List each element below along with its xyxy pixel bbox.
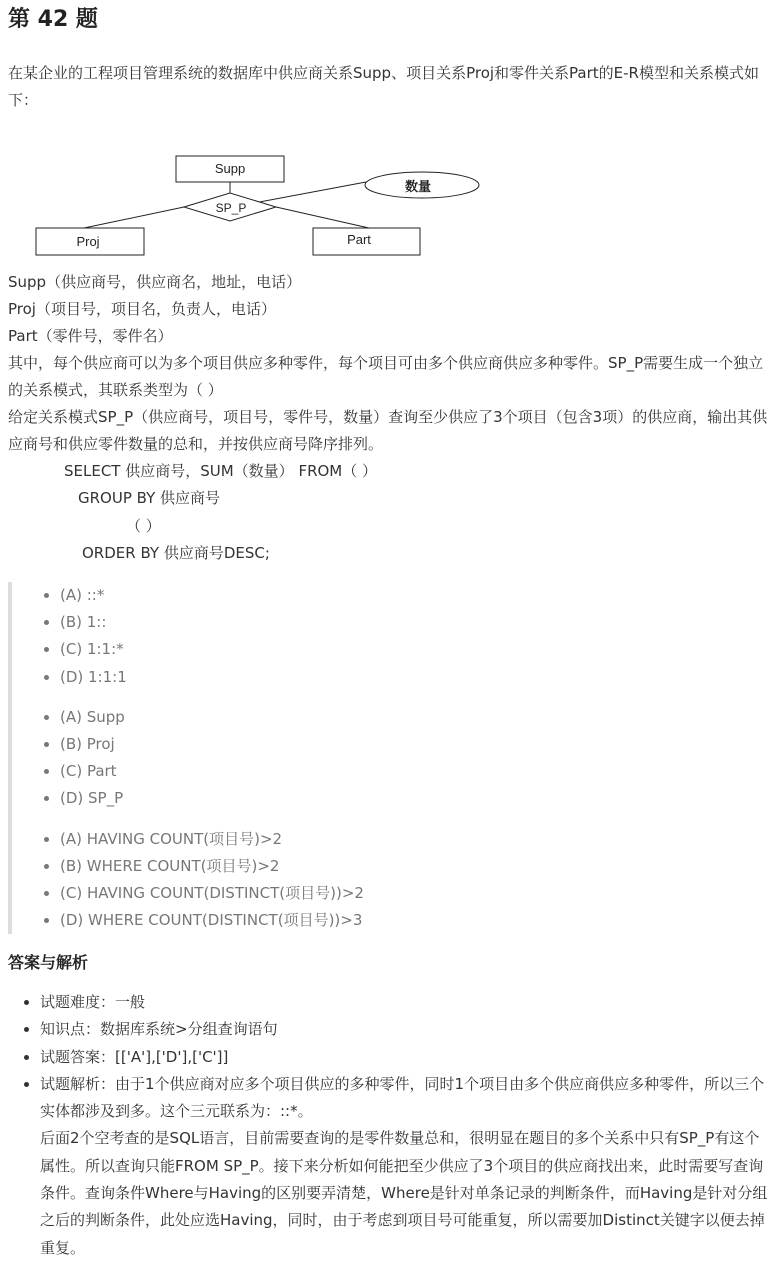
relationship-sp_p-label: SP_P (215, 201, 247, 215)
option-3a[interactable]: • (A) HAVING COUNT(项目号)>2 (60, 826, 776, 853)
attribute-label: 数量 (404, 180, 432, 195)
question-2-text: 给定关系模式SP_P（供应商号，项目号，零件号，数量）查询至少供应了3个项目（包含3项）的供应商，输出其供应商号和供应零件数量的总和，并按供应商号降序排列。 (8, 408, 768, 453)
option-1d[interactable]: • (D) 1:1:1 (60, 664, 776, 691)
option-3b[interactable]: • (B) WHERE COUNT(项目号)>2 (60, 853, 776, 880)
entity-proj-label: Proj (76, 234, 100, 249)
sql-line-select: SELECT 供应商号，SUM（数量） FROM（ ） (64, 462, 378, 480)
option-2c[interactable]: • (C) Part (60, 758, 776, 785)
answer-knowledge-point: • 知识点：数据库系统>分组查询语句 (40, 1016, 772, 1043)
option-2d[interactable]: • (D) SP_P (60, 785, 776, 812)
question-1-text: 其中，每个供应商可以为多个项目供应多种零件，每个项目可由多个供应商供应多种零件。SP_P需要生成一个独立的关系模式，其联系类型为（ ） (8, 354, 764, 399)
option-1c[interactable]: • (C) 1:1:* (60, 636, 776, 663)
answer-list (8, 989, 772, 1262)
sql-line-groupby: GROUP BY 供应商号 (78, 489, 221, 508)
analysis-paragraph-1: • 试题解析：由于1个供应商对应多个项目供应的多种零件，同时1个项目由多个供应商供应多种零件，所以三个实体都涉及到多。这个三元联系为：::*。 (40, 1074, 765, 1121)
relation-proj: Proj（项目号，项目名，负责人，电话） (8, 300, 276, 318)
analysis-paragraph-2: 后面2个空考查的是SQL语言，目前需要查询的是零件数量总和，很明显在题目的多个关系中只有SP_P有这个属性。所以查询只能FROM SP_P。接下来分析如何能把至少供应了3个项目的供应商找出来，此时需要写查询条件。查询条件Where与Having的区别要弄清楚，Where是针对单条记录的判断条件，而Having是针对分组之后的判断条件，此处应选Having，同时，由于考虑到项目号可能重复，所以需要加Distinct关键字以便去掉重复。 (40, 1129, 768, 1257)
er-diagram (24, 145, 484, 260)
entity-supp-label: Supp (214, 161, 246, 176)
option-2b[interactable]: • (B) Proj (60, 731, 776, 758)
option-3c[interactable]: • (C) HAVING COUNT(DISTINCT(项目号))>2 (60, 880, 776, 907)
answer-analysis (40, 1071, 772, 1262)
answer-heading: 答案与解析 (8, 953, 89, 972)
option-3d[interactable]: • (D) WHERE COUNT(DISTINCT(项目号))>3 (60, 907, 776, 934)
answer-result: • 试题答案：[['A'],['D'],['C']] (40, 1044, 772, 1071)
option-1b[interactable]: • (B) 1:: (60, 609, 776, 636)
line-sp_p-attribute (254, 182, 366, 203)
line-sp_p-part (276, 207, 369, 228)
option-group-1 (12, 582, 776, 691)
relation-supp: Supp（供应商号，供应商名，地址，电话） (8, 273, 302, 291)
question-stem (8, 269, 772, 567)
line-sp_p-proj (84, 207, 184, 228)
answer-difficulty: • 试题难度：一般 (40, 989, 772, 1016)
entity-part-label: Part (347, 232, 371, 247)
sql-line-blank: （ ） (126, 516, 161, 535)
options-blockquote (8, 582, 776, 934)
option-1a[interactable]: • (A) ::* (60, 582, 776, 609)
option-2a[interactable]: • (A) Supp (60, 704, 776, 731)
relation-part: Part（零件号，零件名） (8, 327, 173, 345)
question-title: 第 42 题 (8, 7, 98, 32)
option-group-3 (12, 826, 776, 935)
intro-text: 在某企业的工程项目管理系统的数据库中供应商关系Supp、项目关系Proj和零件关系Part的E-R模型和关系模式如下： (8, 64, 759, 109)
option-group-2 (12, 704, 776, 813)
sql-line-orderby: ORDER BY 供应商号DESC; (82, 543, 270, 562)
